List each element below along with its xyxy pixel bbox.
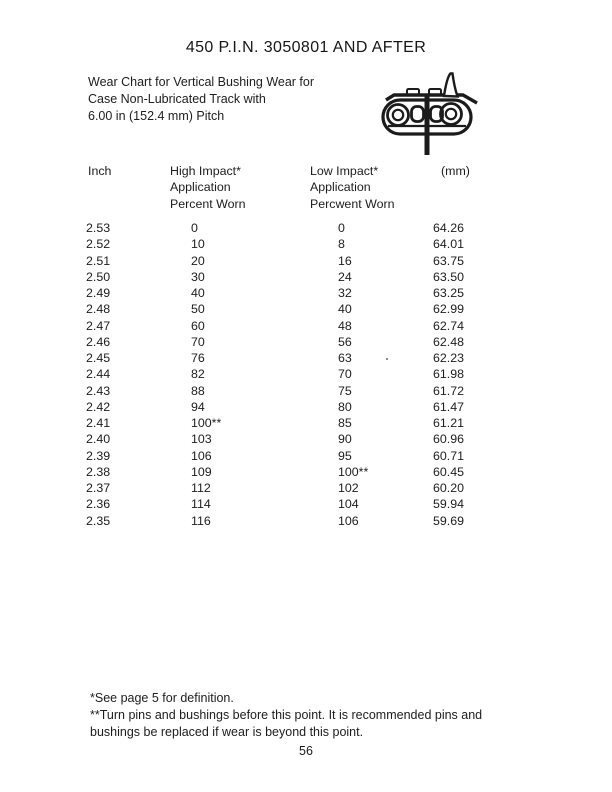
table-row <box>86 301 566 317</box>
table-row <box>86 415 566 431</box>
table-cell: 64.01 <box>433 237 465 252</box>
table-row <box>86 464 566 480</box>
table-cell: 48 <box>338 318 352 333</box>
table-row <box>86 448 566 464</box>
table-cell: 16 <box>338 253 352 268</box>
table-cell: 8 <box>338 237 345 252</box>
table-row <box>86 431 566 447</box>
header-cell-mm: (mm) <box>441 164 470 178</box>
table-cell: 2.43 <box>86 383 111 398</box>
table-row <box>86 366 566 382</box>
table-cell: 40 <box>338 302 352 317</box>
table-cell: 80 <box>338 399 352 414</box>
table-cell: 114 <box>191 497 211 512</box>
table-cell: 40 <box>191 286 205 300</box>
subtitle-line: Case Non-Lubricated Track with <box>88 92 266 106</box>
table-cell: 20 <box>191 253 205 268</box>
table-row <box>86 318 566 334</box>
subtitle-line: 6.00 in (152.4 mm) Pitch <box>88 109 225 123</box>
table-row <box>86 480 566 496</box>
wear-chart-description <box>88 74 388 125</box>
table-cell: 24 <box>338 269 352 284</box>
table-cell: 2.46 <box>86 334 111 349</box>
table-cell: 2.47 <box>86 318 111 333</box>
table-cell: 59.69 <box>433 513 465 528</box>
table-cell: 62.48 <box>433 334 465 349</box>
table-row <box>86 496 566 512</box>
table-row <box>86 399 566 415</box>
table-row <box>86 334 566 350</box>
table-cell: 2.39 <box>86 448 111 463</box>
table-row <box>86 236 566 252</box>
table-cell: 100** <box>191 416 222 430</box>
header-cell-low-impact: Low Impact* Application Percwent Worn <box>310 164 395 211</box>
table-cell: 2.45 <box>86 351 111 365</box>
table-row <box>86 269 566 285</box>
table-cell: 30 <box>191 269 205 284</box>
footnote-turn-point: **Turn pins and bushings before this point. It is recommended pins and bushings be replaced if wear is beyond this point. <box>90 708 483 739</box>
table-cell: 2.35 <box>86 513 111 528</box>
table-cell: 102 <box>338 481 359 495</box>
table-cell: 63.25 <box>433 286 465 300</box>
table-cell: 2.48 <box>86 302 111 317</box>
table-row <box>86 285 566 301</box>
track-section-illustration <box>366 70 496 165</box>
page-number: 56 <box>299 744 313 758</box>
table-cell: 62.99 <box>433 302 465 317</box>
table-cell: 63 <box>338 351 352 365</box>
table-cell: 2.53 <box>86 221 111 235</box>
table-cell: 2.38 <box>86 464 111 479</box>
table-cell: 62.23 <box>433 351 465 365</box>
wear-table-body <box>86 220 566 529</box>
table-cell: 2.37 <box>86 481 111 495</box>
table-cell: 56 <box>338 334 352 349</box>
table-cell: 10 <box>191 237 205 252</box>
subtitle-line: Wear Chart for Vertical Bushing Wear for <box>88 75 315 89</box>
table-row <box>86 383 566 399</box>
table-cell: 94 <box>191 399 205 414</box>
table-cell: 103 <box>191 432 212 447</box>
table-cell: 2.41 <box>86 416 111 430</box>
scan-artifact-dot <box>386 358 388 360</box>
footnote-definition: *See page 5 for definition. <box>90 691 234 705</box>
table-cell: 63.50 <box>433 269 465 284</box>
table-cell: 60.45 <box>433 464 465 479</box>
table-cell: 76 <box>191 351 205 365</box>
table-cell: 2.42 <box>86 399 111 414</box>
table-cell: 50 <box>191 302 205 317</box>
table-row <box>86 220 566 236</box>
table-cell: 59.94 <box>433 497 465 512</box>
table-cell: 82 <box>191 367 205 382</box>
table-cell: 0 <box>191 221 198 235</box>
table-cell: 63.75 <box>433 253 465 268</box>
table-cell: 60 <box>191 318 205 333</box>
table-row <box>86 253 566 269</box>
table-cell: 106 <box>191 448 212 463</box>
table-row <box>86 513 566 529</box>
table-cell: 64.26 <box>433 221 465 235</box>
table-cell: 61.21 <box>433 416 465 430</box>
table-cell: 60.20 <box>433 481 465 495</box>
table-cell: 100** <box>338 464 369 479</box>
table-cell: 112 <box>191 481 211 495</box>
footnotes <box>90 690 535 741</box>
table-row <box>86 350 566 366</box>
table-cell: 104 <box>338 497 359 512</box>
table-cell: 90 <box>338 432 352 447</box>
table-cell: 62.74 <box>433 318 465 333</box>
table-cell: 2.52 <box>86 237 111 252</box>
table-cell: 88 <box>191 383 205 398</box>
table-cell: 61.72 <box>433 383 465 398</box>
header-cell-inch: Inch <box>88 164 112 178</box>
table-cell: 70 <box>191 334 205 349</box>
table-cell: 32 <box>338 286 352 300</box>
header-cell-high-impact: High Impact* Application Percent Worn <box>170 164 246 211</box>
table-cell: 70 <box>338 367 352 382</box>
table-cell: 95 <box>338 448 352 463</box>
table-cell: 2.36 <box>86 497 111 512</box>
table-cell: 2.51 <box>86 253 111 268</box>
table-cell: 2.44 <box>86 367 111 382</box>
table-cell: 61.47 <box>433 399 465 414</box>
table-cell: 0 <box>338 221 345 235</box>
table-cell: 109 <box>191 464 212 479</box>
table-cell: 61.98 <box>433 367 465 382</box>
page-title: 450 P.I.N. 3050801 AND AFTER <box>185 39 427 56</box>
table-cell: 75 <box>338 383 352 398</box>
table-cell: 2.50 <box>86 269 111 284</box>
table-cell: 85 <box>338 416 352 430</box>
table-cell: 60.71 <box>433 448 465 463</box>
table-cell: 60.96 <box>433 432 465 447</box>
table-cell: 2.49 <box>86 286 111 300</box>
table-cell: 106 <box>338 513 359 528</box>
table-cell: 116 <box>191 513 211 528</box>
table-cell: 2.40 <box>86 432 111 447</box>
